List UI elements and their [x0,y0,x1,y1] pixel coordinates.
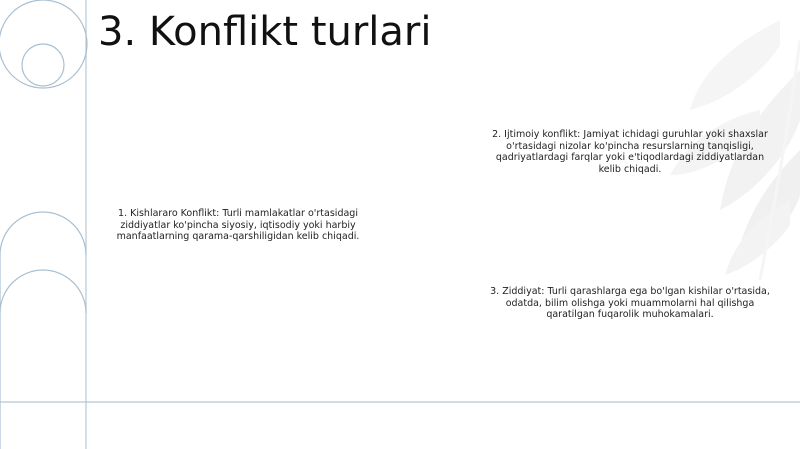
upper-arch-shape [0,212,86,255]
small-circle-shape [22,44,64,86]
slide-title: 3. Konflikt turlari [98,9,432,55]
lower-arch-shape [0,270,86,313]
conflict-type-item-3: 3. Ziddiyat: Turli qarashlarga ega bo'lgan kishilar o'rtasida, odatda, bilim olishga yoki muammolarni hal qilishga qaratilgan fuqarolik muhokamalari. [490,286,770,320]
conflict-type-item-2: 2. Ijtimoiy konflikt: Jamiyat ichidagi guruhlar yoki shaxslar o'rtasidagi nizolar ko'pincha resurslarning tanqisligi, qadriyatlardagi farqlar yoki e'tiqodlardagi ziddiyatlardan kelib chiqadi. [492,129,768,175]
conflict-type-item-1: 1. Kishlararo Konflikt: Turli mamlakatlar o'rtasidagi ziddiyatlar ko'pincha siyosiy, iqtisodiy yoki harbiy manfaatlarning qarama-qarshiligidan kelib chiqadi. [116,208,360,242]
